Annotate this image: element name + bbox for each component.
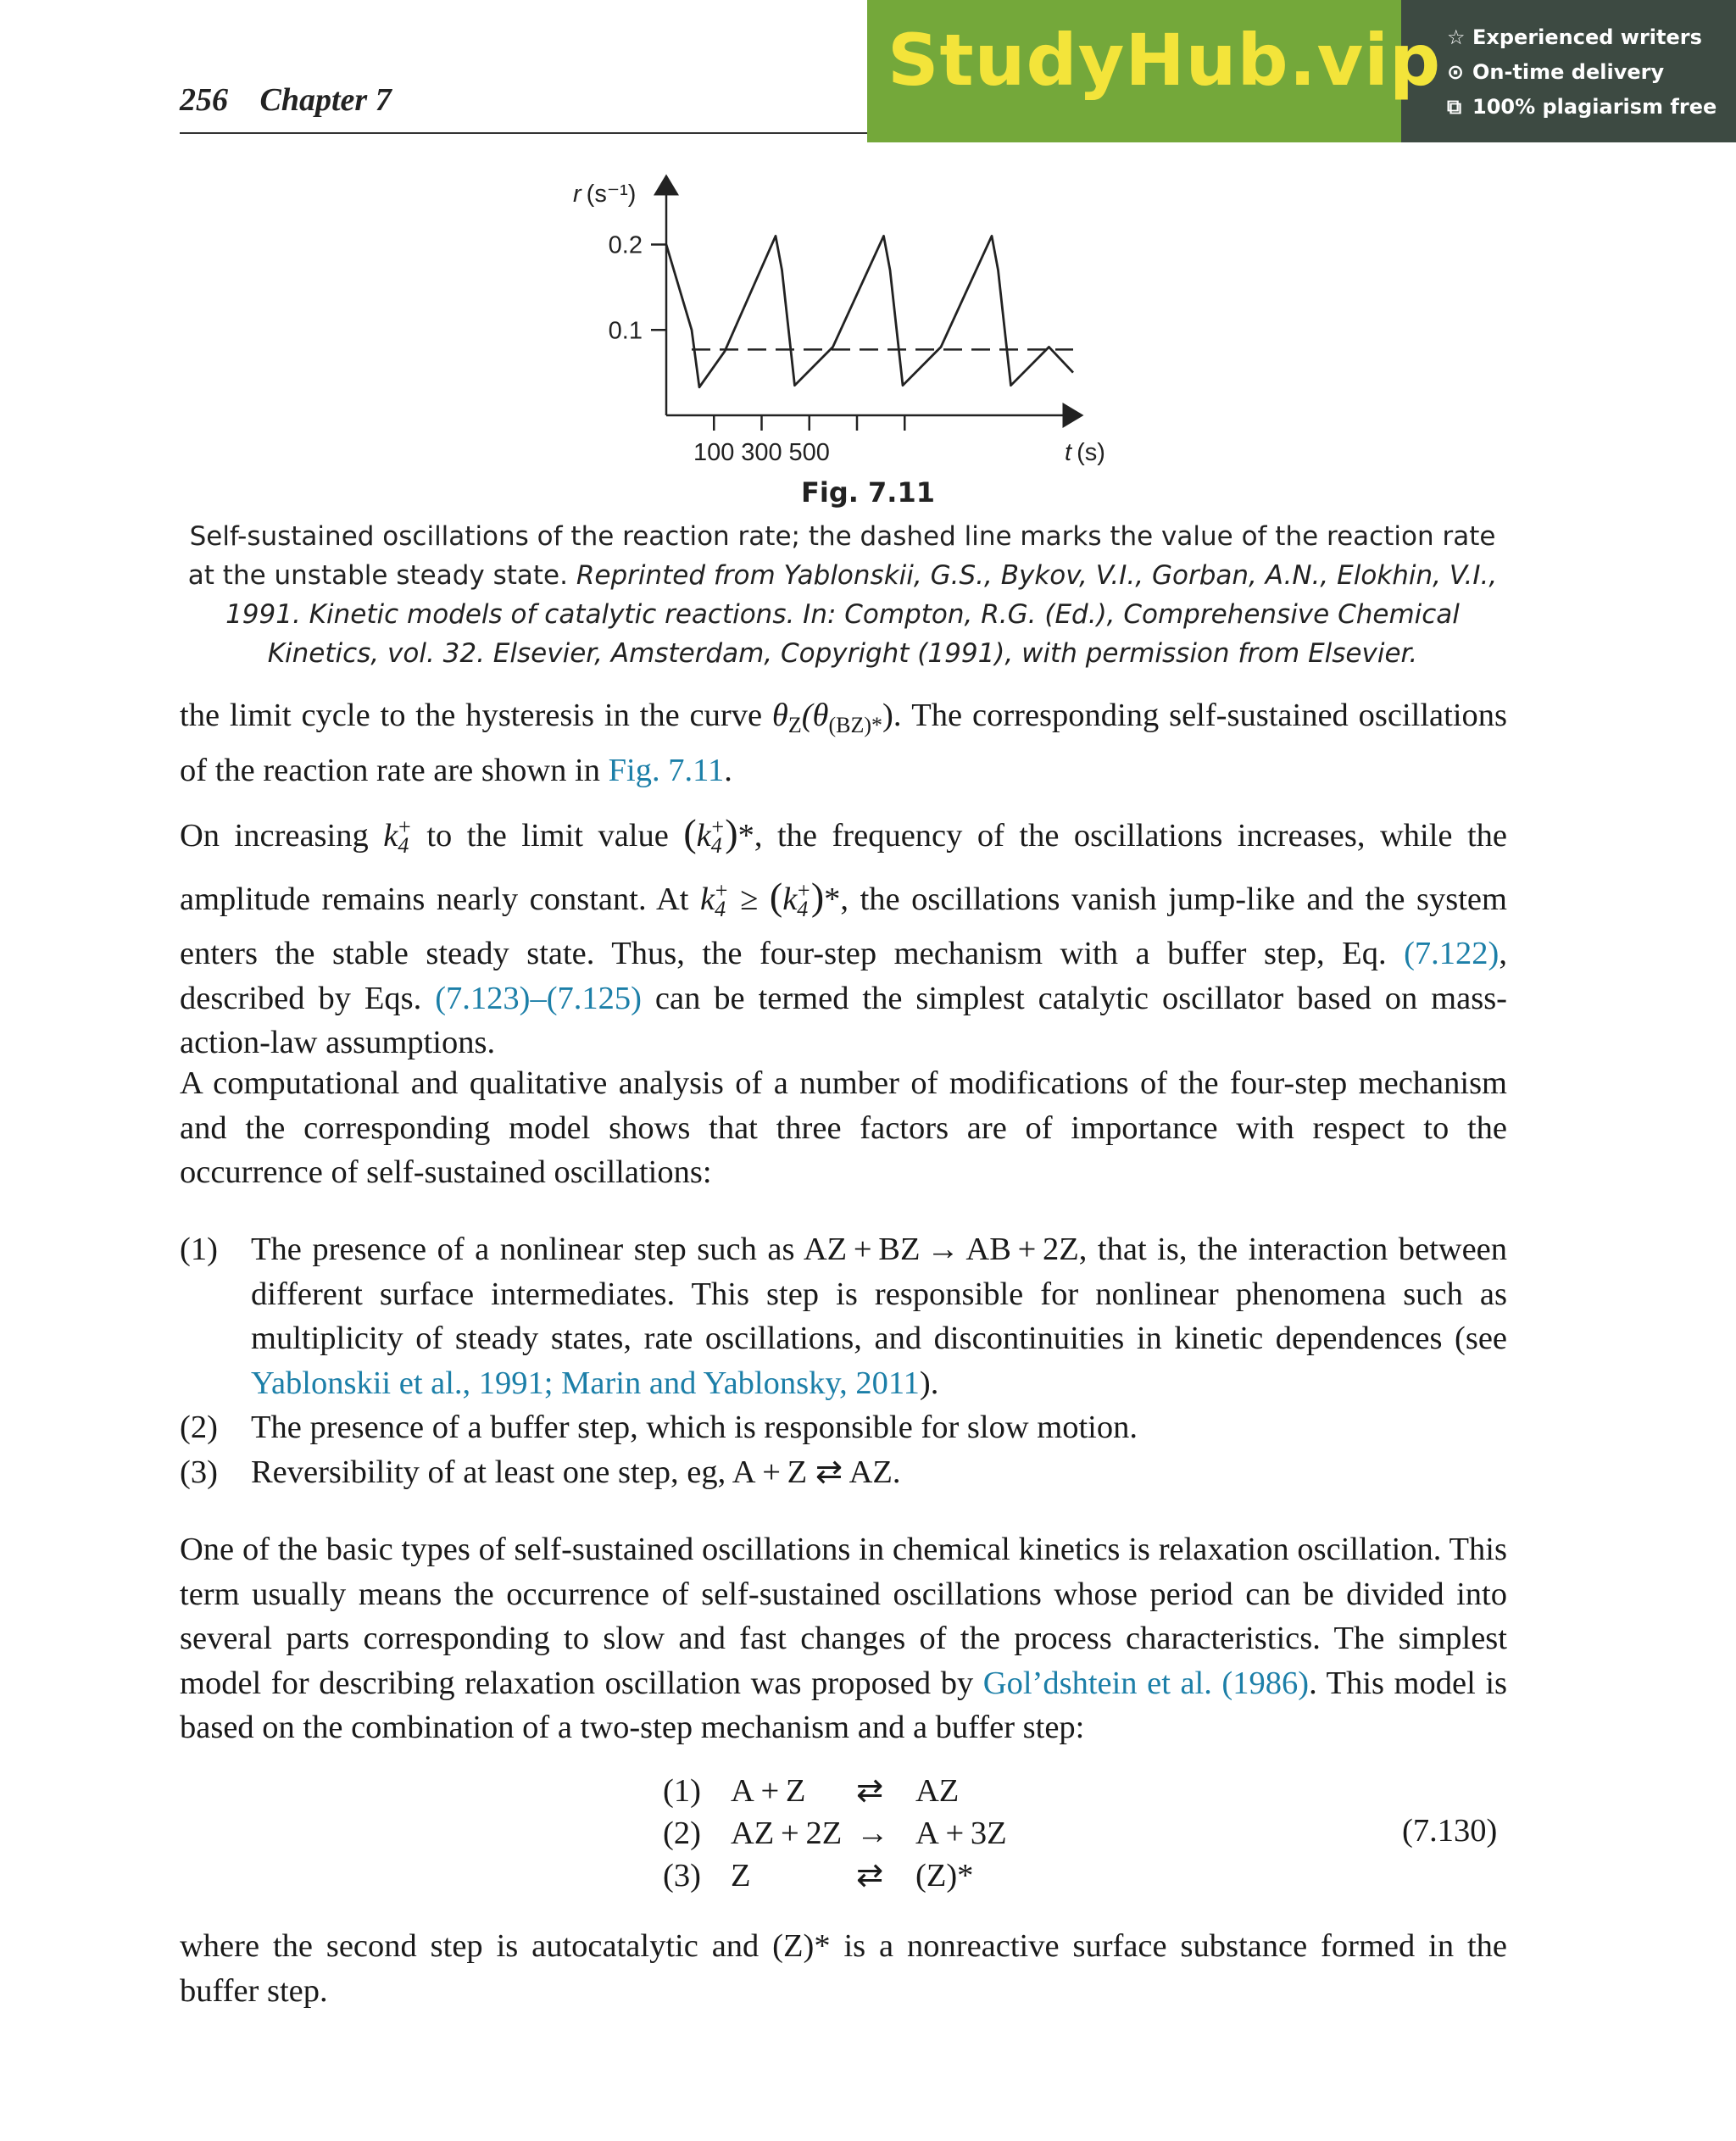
equation-row: (2) AZ + 2Z → A + 3Z	[663, 1816, 1007, 1851]
list-item: (2) The presence of a buffer step, which is responsible for slow motion.	[180, 1410, 1138, 1445]
figure-number: Fig. 7.11	[801, 476, 935, 509]
ad-feature	[1447, 55, 1717, 90]
y-axis-label: r (s⁻¹)	[573, 181, 637, 208]
eq-link[interactable]: (7.123)–(7.125)	[435, 980, 642, 1016]
x-tick-label: 300	[741, 439, 782, 466]
list-item: (3) Reversibility of at least one step, eg, A + Z ⇄ AZ.	[180, 1454, 901, 1490]
ad-feature-text: On-time delivery	[1472, 60, 1665, 84]
paragraph: the limit cycle to the hysteresis in the curve $\theta_Z(\theta_{(BZ)*})$. The corresponding self-sustained oscillations of the reaction rate are shown in Fig. 7.11.	[180, 698, 1508, 788]
rate-constant: $k_4^+$	[782, 877, 811, 921]
clock-icon: ⊙	[1447, 60, 1465, 84]
equation-7-130	[663, 1770, 1007, 1897]
citation-link[interactable]: Yablonskii et al., 1991; Marin and Yablonsky, 2011	[251, 1365, 920, 1401]
paragraph: A computational and qualitative analysis of a number of modifications of the four-step mechanism and the corresponding model shows that three factors are of importance with respect to the occurrence of self-sustained oscillations:	[180, 1065, 1507, 1190]
ad-feature-text: Experienced writers	[1472, 25, 1702, 49]
citation-link[interactable]: Gol’dshtein et al. (1986)	[982, 1665, 1310, 1701]
equation-row: (3) Z ⇄ (Z)*	[663, 1858, 974, 1894]
x-tick-label: 500	[788, 439, 830, 466]
ad-feature	[1447, 90, 1717, 125]
rate-oscillation-chart	[559, 170, 1136, 475]
list-item: (1) The presence of a nonlinear step such as AZ + BZ → AB + 2Z, that is, the interaction between different surface intermediates. This step is responsible for nonlinear phenomena such as multiplicity of steady states, rate oscillations, and discontinuities in kinetic dependences (see Yablonskii et al., 1991; Marin and Yablonsky, 2011).	[180, 1232, 1507, 1401]
x-axis-label: t (s)	[1065, 439, 1105, 466]
y-tick-label: 0.1	[608, 317, 643, 345]
paragraph: where the second step is autocatalytic and (Z)* is a nonreactive surface substance formed in the buffer step.	[180, 1928, 1507, 2009]
ad-logo-panel[interactable]	[867, 0, 1442, 142]
figure-caption	[180, 517, 1505, 673]
rate-constant: $k_4^+$	[383, 815, 412, 858]
eq-link[interactable]: (7.122)	[1404, 936, 1500, 971]
ad-feature-list	[1447, 20, 1717, 125]
rate-constant: $k_4^+$	[696, 815, 726, 858]
paragraph: One of the basic types of self-sustained oscillations in chemical kinetics is relaxation oscillation. This term usually means the occurrence of self-sustained oscillations whose period can be divided into several parts corresponding to slow and fast changes of the process characteristics. The simplest model for describing relaxation oscillation was proposed by Gol’dshtein et al. (1986). This model is based on the combination of a two-step mechanism and a buffer step:	[180, 1532, 1508, 1745]
y-tick-label: 0.2	[608, 231, 643, 259]
running-header	[180, 81, 392, 119]
fig-link[interactable]: Fig. 7.11	[608, 752, 725, 788]
equation-row: (1) A + Z ⇄ AZ	[663, 1773, 960, 1809]
ad-feature-text: 100% plagiarism free	[1472, 95, 1717, 119]
equation-number: (7.130)	[1402, 1813, 1498, 1849]
rate-constant: $k_4^+$	[700, 877, 729, 921]
star-icon: ☆	[1447, 25, 1466, 49]
ad-feature	[1447, 20, 1717, 55]
copy-icon: ⧉	[1447, 95, 1462, 119]
page-number: 256	[180, 82, 228, 118]
caption-credit: Reprinted from Yablonskii, G.S., Bykov, V.I., Gorban, A.N., Elokhin, V.I., 1991. Kinetic models of catalytic reactions. In: Compton, R.G. (Ed.), Comprehensive Chemical Kinetics, vol. 32. Elsevier, Amsterdam, Copyright (1991), with permission from Elsevier.	[225, 560, 1498, 669]
chapter-title: Chapter 7	[259, 82, 392, 118]
ad-banner[interactable]	[867, 0, 1736, 142]
x-tick-label: 100	[693, 439, 735, 466]
rate-series-line	[666, 236, 1073, 386]
factor-list	[180, 1227, 1507, 1494]
paragraph: On increasing $k_4^+$ to the limit value $(k_4^+)*$, the frequency of the oscillations increases, while the amplitude remains nearly constant. At $k_4^+ \ge (k_4^+)*$, the oscillations vanish jump-like and the system enters the stable steady state. Thus, the four-step mechanism with a buffer step, Eq. (7.122), described by Eqs. (7.123)–(7.125) can be termed the simplest catalytic oscillator based on mass-action-law assumptions.	[180, 811, 1508, 1060]
header-rule	[180, 132, 875, 134]
ad-logo[interactable]: StudyHub.vip	[887, 19, 1442, 102]
caption-text: Self-sustained oscillations of the reaction rate; the dashed line marks the value of the reaction rate at the unstable steady state.	[187, 521, 1496, 591]
